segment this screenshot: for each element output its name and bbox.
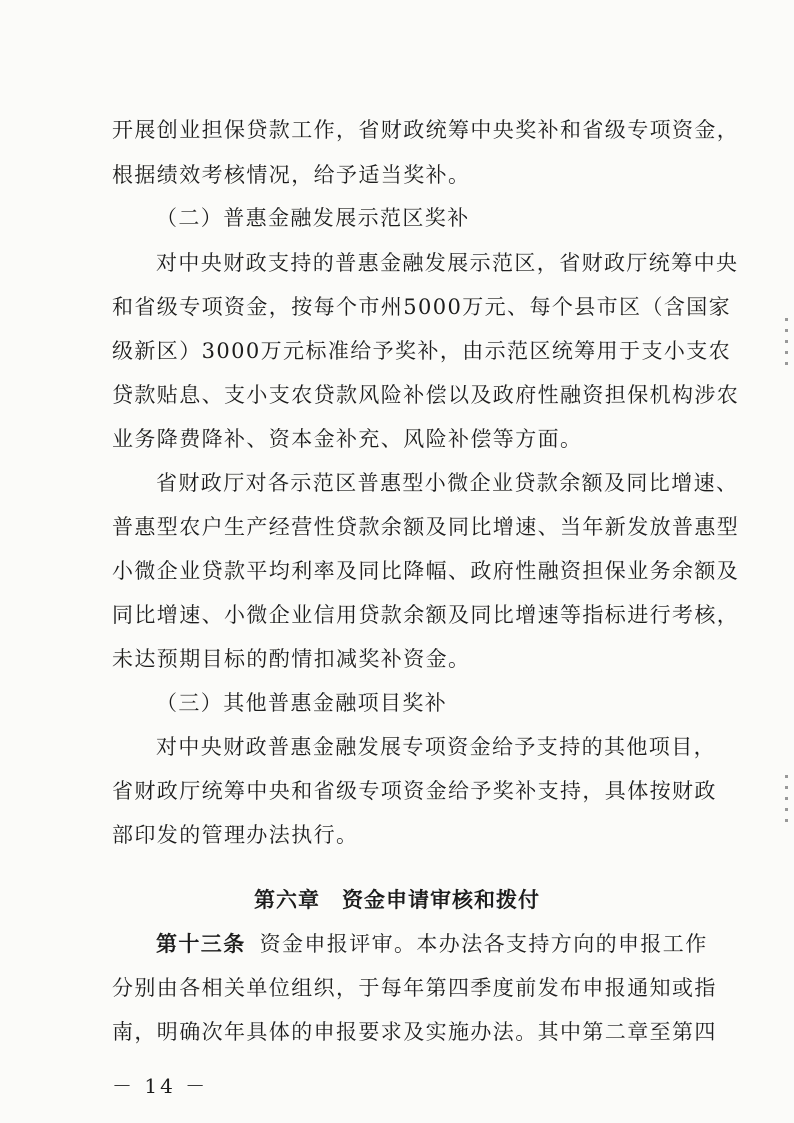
paragraph-line: 省财政厅统筹中央和省级专项资金给予奖补支持，具体按财政 bbox=[112, 779, 717, 803]
scan-edge-mark bbox=[785, 318, 788, 366]
paragraph-line: 对中央财政普惠金融发展专项资金给予支持的其他项目， bbox=[156, 735, 716, 759]
paragraph-line: 小微企业贷款平均利率及同比降幅、政府性融资担保业务余额及 bbox=[112, 559, 740, 583]
paragraph-line: 部印发的管理办法执行。 bbox=[112, 823, 359, 847]
paragraph-line: 和省级专项资金，按每个市州5000万元、每个县市区（含国家 bbox=[112, 295, 732, 319]
article-line bbox=[156, 929, 708, 959]
paragraph-line: 分别由各相关单位组织，于每年第四季度前发布申报通知或指 bbox=[112, 976, 717, 1000]
article-text: 资金申报评审。本办法各支持方向的申报工作 bbox=[259, 932, 708, 956]
paragraph-line: 未达预期目标的酌情扣减奖补资金。 bbox=[112, 647, 471, 671]
section-heading: （三）其他普惠金融项目奖补 bbox=[156, 691, 448, 715]
paragraph-line: 同比增速、小微企业信用贷款余额及同比增速等指标进行考核， bbox=[112, 603, 740, 627]
paragraph-line: 级新区）3000万元标准给予奖补，由示范区统筹用于支小支农 bbox=[112, 339, 732, 363]
paragraph-line: 业务降费降补、资本金补充、风险补偿等方面。 bbox=[112, 427, 583, 451]
chapter-title: 第六章 资金申请审核和拨付 bbox=[254, 888, 540, 912]
scan-edge-mark bbox=[785, 775, 788, 825]
paragraph-line: 普惠型农户生产经营性贷款余额及同比增速、当年新发放普惠型 bbox=[112, 515, 740, 539]
page-number: － 14 － bbox=[112, 1074, 209, 1098]
paragraph-line: 南，明确次年具体的申报要求及实施办法。其中第二章至第四 bbox=[112, 1020, 717, 1044]
paragraph-line: 根据绩效考核情况，给予适当奖补。 bbox=[112, 163, 471, 187]
paragraph-line: 省财政厅对各示范区普惠型小微企业贷款余额及同比增速、 bbox=[156, 471, 739, 495]
paragraph-line: 对中央财政支持的普惠金融发展示范区，省财政厅统筹中央 bbox=[156, 251, 739, 275]
paragraph-line: 开展创业担保贷款工作，省财政统筹中央奖补和省级专项资金， bbox=[112, 118, 740, 142]
article-label: 第十三条 bbox=[156, 932, 246, 956]
paragraph-line: 贷款贴息、支小支农贷款风险补偿以及政府性融资担保机构涉农 bbox=[112, 383, 740, 407]
section-heading: （二）普惠金融发展示范区奖补 bbox=[156, 206, 470, 230]
